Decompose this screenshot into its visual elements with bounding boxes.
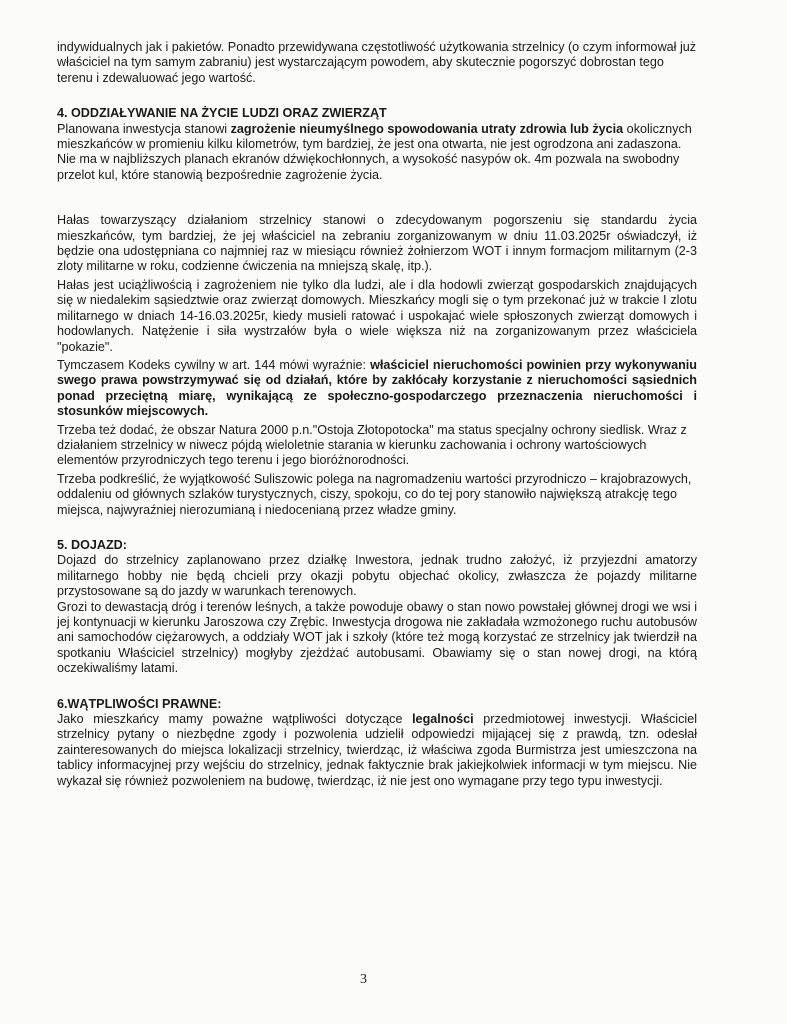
section-heading-access: 5. DOJAZD: <box>57 537 127 552</box>
text-run: Planowana inwestycja stanowi <box>57 121 231 136</box>
bold-text-run: legalności <box>412 712 474 727</box>
paragraph-impact-landscape <box>57 472 697 518</box>
paragraph-impact-natura <box>57 423 697 469</box>
paragraph-access-route <box>57 553 697 599</box>
text-run: Dojazd do strzelnicy zaplanowano przez działkę Inwestora, jednak trudno założyć, iż przyjezdni amatorzy militarnego hobby nie będą chcieli przy okazji pobytu objechać okolicy, zwłaszcza że pojazdy militarne przystosowane są do jazdy w warunkach terenowych. <box>57 553 697 599</box>
paragraph-access-roads <box>57 600 697 677</box>
text-run: Jako mieszkańcy mamy poważne wątpliwości dotyczące <box>57 712 413 727</box>
paragraph-legal <box>57 712 697 789</box>
text-run: Trzeba też dodać, że obszar Natura 2000 p.n."Ostoja Złotopotocka" ma status specjalny ochrony siedlisk. Wraz z działaniem strzelnicy w niwecz pójdą wieloletnie starania w kierunku zachowania i ochrony wartościowych elementów przyrodniczych tego terenu i jego bioróżnorodności. <box>57 422 687 468</box>
section-heading-impact: 4. ODDZIAŁYWANIE NA ŻYCIE LUDZI ORAZ ZWIERZĄT <box>57 106 387 121</box>
paragraph-impact-noise <box>57 213 697 275</box>
section-heading-legal: 6.WĄTPLIWOŚCI PRAWNE: <box>57 696 222 711</box>
bold-text-run: zagrożenie nieumyślnego spowodowania utraty zdrowia lub życia <box>230 121 624 136</box>
text-run: Hałas jest uciążliwością i zagrożeniem nie tylko dla ludzi, ale i dla hodowli zwierząt gospodarskich znajdujących się w niedalekim sąsiedztwie oraz zwierząt domowych. Mieszkańcy mogli się o tym przekonać już w trakcie I zlotu militarnego w dniach 14-16.03.2025r, kiedy musieli ratować i uspokajać wiele spłoszonych zwierząt domowych i hodowlanych. Natężenie i siła wystrzałów była o wiele większa niż na zorganizowanym przez właściciela "pokazie". <box>57 277 697 354</box>
text-run: Trzeba podkreślić, że wyjątkowość Suliszowic polega na nagromadzeniu wartości przyrodniczo – krajobrazowych, oddaleniu od głównych szlaków turystycznych, ciszy, spokoju, co do tej pory stanowiło największą atrakcję tego miejsca, najwyraźniej nierozumianą i niedocenianą przez władze gminy. <box>57 471 692 517</box>
paragraph-intro <box>57 40 697 86</box>
bold-text-run: właściciel nieruchomości powinien przy wykonywaniu swego prawa powstrzymywać się od działań, które by zakłócały korzystanie z nieruchomości sąsiednich ponad przeciętną miarę, wynikającą ze społeczno-gospodarczego przeznaczenia nieruchomości i stosunków miejscowych. <box>57 357 697 419</box>
text-run: Tymczasem Kodeks cywilny w art. 144 mówi wyraźnie: <box>57 357 371 372</box>
text-run: Grozi to dewastacją dróg i terenów leśnych, a także powoduje obawy o stan nowo powstałej głównej drogi we wsi i jej kontynuacji w kierunku Jaroszowa czy Zrębic. Inwestycja drogowa nie zakładała wzmożonego ruchu autobusów ani samochodów ciężarowych, a oddziały WOT jak i szkoły (które też mogą korzystać ze strzelnicy jak twierdził na spotkaniu Właściciel strzelnicy) mogłyby zjeżdżać autobusami. Obawiamy się o stan nowej drogi, na którą oczekiwaliśmy latami. <box>57 599 697 676</box>
document-body <box>57 40 697 789</box>
text-run: indywidualnych jak i pakietów. Ponadto przewidywana częstotliwość użytkowania strzelnicy (o czym informował już właściciel na tym samym zabraniu) jest wystarczającym powodem, aby skutecznie pogorszyć dobrostan tego terenu i zdewaluować jego wartość. <box>57 40 697 85</box>
paragraph-impact-danger <box>57 122 697 184</box>
text-run: Hałas towarzyszący działaniom strzelnicy stanowi o zdecydowanym pogorszeniu się standardu życia mieszkańców, tym bardziej, że jej właściciel na zebraniu zorganizowanym w dniu 11.03.2025r oświadczył, iż będzie ona udostępniana co najmniej raz w miesiącu również żołnierzom WOT i innym formacjom militarnym (2-3 zloty militarne w roku, codzienne ćwiczenia na mniejszą skalę, itp.). <box>57 213 697 274</box>
page-number: 3 <box>360 972 367 987</box>
text-run: okolicznych mieszkańców w promieniu kilku kilometrów, tym bardziej, że jest ona otwarta, nie jest ogrodzona ani zadaszona. Nie ma w najbliższych planach ekranów dźwiękochłonnych, a wysokość nasypów ok. 4m pozwala na swobodny przelot kul, które stanowią bezpośrednie zagrożenie życia. <box>57 121 692 182</box>
text-run: przedmiotowej inwestycji. Właściciel strzelnicy pytany o niezbędne zgody i pozwolenia udzielił odpowiedzi mijającej się z prawdą, tzn. odesłał zainteresowanych do miejsca lokalizacji strzelnicy, twierdząc, iż właściwa zgoda Burmistrza jest umieszczona na tablicy informacyjnej przy wejściu do strzelnicy, jednak faktycznie brak jakiejkolwiek informacji w tym miejscu. Nie wykazał się również pozwoleniem na budowę, twierdząc, iż nie jest ono wymagane przy tego typu inwestycji. <box>57 712 698 788</box>
paragraph-impact-animals <box>57 278 697 355</box>
paragraph-impact-civil-code <box>57 358 697 420</box>
